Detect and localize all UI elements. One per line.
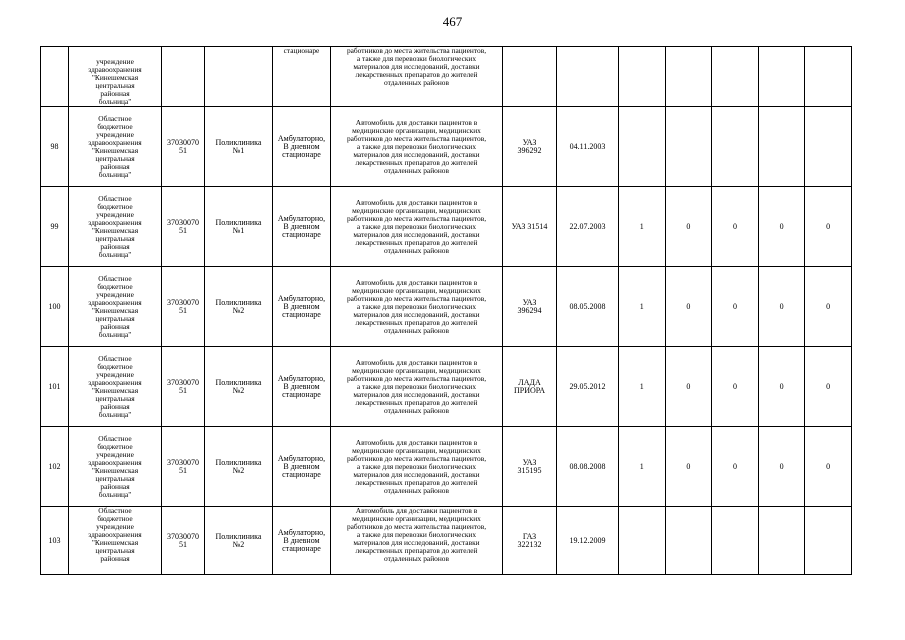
cell-num: 103 [41, 507, 69, 575]
cell-purpose: Автомобиль для доставки пациентов в медицинские организации, медицинских работников до места жительства пациентов, а также для перевозки биологических материалов для исследований, доставки лекарственных препаратов до жителей отдаленных районов [331, 267, 503, 347]
cell-date: 08.08.2008 [557, 427, 619, 507]
cell-date: 22.07.2003 [557, 187, 619, 267]
cell-mode: Амбулаторно, В дневном стационаре [273, 107, 331, 187]
cell-v5: 0 [805, 427, 852, 507]
cell-mode: Амбулаторно, В дневном стационаре [273, 187, 331, 267]
cell-num: 98 [41, 107, 69, 187]
table-row [41, 347, 852, 427]
cell-v5: 0 [805, 187, 852, 267]
cell-v3: 0 [712, 427, 759, 507]
cell-v1: 1 [619, 267, 666, 347]
cell-v2 [665, 107, 712, 187]
cell-purpose: Автомобиль для доставки пациентов в медицинские организации, медицинских работников до места жительства пациентов, а также для перевозки биологических материалов для исследований, доставки лекарственных препаратов до жителей отдаленных районов [331, 507, 503, 575]
cell-v3: 0 [712, 347, 759, 427]
cell-dept [205, 47, 273, 107]
cell-v2: 0 [665, 267, 712, 347]
cell-v4 [758, 47, 805, 107]
cell-date: 04.11.2003 [557, 107, 619, 187]
cell-v1: 1 [619, 187, 666, 267]
cell-num: 101 [41, 347, 69, 427]
cell-v4: 0 [758, 187, 805, 267]
cell-purpose: работников до места жительства пациентов, а также для перевозки биологических материалов для исследований, доставки лекарственных препаратов до жителей отдаленных районов [331, 47, 503, 107]
cell-num: 102 [41, 427, 69, 507]
cell-mode: Амбулаторно, В дневном стационаре [273, 267, 331, 347]
cell-org: Областное бюджетное учреждение здравоохранения "Кинешемская центральная районная [69, 507, 162, 575]
cell-dept: Поликлиника №2 [205, 507, 273, 575]
cell-num [41, 47, 69, 107]
table-row [41, 427, 852, 507]
cell-v3 [712, 507, 759, 575]
cell-model: УАЗ 396292 [503, 107, 557, 187]
cell-date: 29.05.2012 [557, 347, 619, 427]
cell-model: УАЗ 315195 [503, 427, 557, 507]
cell-v2: 0 [665, 187, 712, 267]
cell-v3 [712, 47, 759, 107]
cell-org: Областное бюджетное учреждение здравоохранения "Кинешемская центральная районная больница" [69, 187, 162, 267]
cell-num: 99 [41, 187, 69, 267]
cell-dept: Поликлиника №1 [205, 187, 273, 267]
table-row [41, 187, 852, 267]
cell-code: 37030070 51 [162, 267, 205, 347]
cell-code: 37030070 51 [162, 427, 205, 507]
cell-code: 37030070 51 [162, 187, 205, 267]
cell-v1 [619, 47, 666, 107]
table-row [41, 107, 852, 187]
cell-date: 19.12.2009 [557, 507, 619, 575]
cell-dept: Поликлиника №2 [205, 267, 273, 347]
cell-model: ЛАДА ПРИОРА [503, 347, 557, 427]
cell-v5 [805, 107, 852, 187]
cell-mode: Амбулаторно, В дневном стационаре [273, 507, 331, 575]
cell-org: Областное бюджетное учреждение здравоохранения "Кинешемская центральная районная больница" [69, 107, 162, 187]
cell-v2 [665, 507, 712, 575]
cell-model: УАЗ 396294 [503, 267, 557, 347]
cell-purpose: Автомобиль для доставки пациентов в медицинские организации, медицинских работников до места жительства пациентов, а также для перевозки биологических материалов для исследований, доставки лекарственных препаратов до жителей отдаленных районов [331, 187, 503, 267]
cell-code: 37030070 51 [162, 107, 205, 187]
cell-v1: 1 [619, 427, 666, 507]
cell-date: 08.05.2008 [557, 267, 619, 347]
cell-purpose: Автомобиль для доставки пациентов в медицинские организации, медицинских работников до места жительства пациентов, а также для перевозки биологических материалов для исследований, доставки лекарственных препаратов до жителей отдаленных районов [331, 107, 503, 187]
cell-model: УАЗ 31514 [503, 187, 557, 267]
cell-v4: 0 [758, 267, 805, 347]
cell-purpose: Автомобиль для доставки пациентов в медицинские организации, медицинских работников до места жительства пациентов, а также для перевозки биологических материалов для исследований, доставки лекарственных препаратов до жителей отдаленных районов [331, 347, 503, 427]
cell-model [503, 47, 557, 107]
cell-v3: 0 [712, 187, 759, 267]
cell-org: учреждение здравоохранения "Кинешемская центральная районная больница" [69, 47, 162, 107]
table-row [41, 267, 852, 347]
cell-mode: Амбулаторно, В дневном стационаре [273, 427, 331, 507]
cell-v4: 0 [758, 347, 805, 427]
cell-dept: Поликлиника №2 [205, 427, 273, 507]
table-row [41, 507, 852, 575]
cell-org: Областное бюджетное учреждение здравоохранения "Кинешемская центральная районная больница" [69, 267, 162, 347]
cell-code: 37030070 51 [162, 507, 205, 575]
cell-v4 [758, 507, 805, 575]
table-row [41, 47, 852, 107]
vehicles-table [40, 46, 852, 575]
cell-num: 100 [41, 267, 69, 347]
cell-date [557, 47, 619, 107]
cell-mode: Амбулаторно, В дневном стационаре [273, 347, 331, 427]
cell-dept: Поликлиника №2 [205, 347, 273, 427]
page-number: 467 [442, 14, 463, 29]
cell-v4: 0 [758, 427, 805, 507]
cell-v2: 0 [665, 347, 712, 427]
cell-v5 [805, 47, 852, 107]
cell-v5: 0 [805, 267, 852, 347]
cell-v5: 0 [805, 347, 852, 427]
cell-v2: 0 [665, 427, 712, 507]
cell-mode: стационаре [273, 47, 331, 107]
cell-code [162, 47, 205, 107]
cell-v3 [712, 107, 759, 187]
cell-dept: Поликлиника №1 [205, 107, 273, 187]
cell-v2 [665, 47, 712, 107]
cell-v4 [758, 107, 805, 187]
cell-v5 [805, 507, 852, 575]
cell-purpose: Автомобиль для доставки пациентов в медицинские организации, медицинских работников до места жительства пациентов, а также для перевозки биологических материалов для исследований, доставки лекарственных препаратов до жителей отдаленных районов [331, 427, 503, 507]
cell-code: 37030070 51 [162, 347, 205, 427]
cell-v1 [619, 507, 666, 575]
cell-v1: 1 [619, 347, 666, 427]
cell-v3: 0 [712, 267, 759, 347]
cell-model: ГАЗ 322132 [503, 507, 557, 575]
cell-v1 [619, 107, 666, 187]
cell-org: Областное бюджетное учреждение здравоохранения "Кинешемская центральная районная больница" [69, 427, 162, 507]
cell-org: Областное бюджетное учреждение здравоохранения "Кинешемская центральная районная больница" [69, 347, 162, 427]
